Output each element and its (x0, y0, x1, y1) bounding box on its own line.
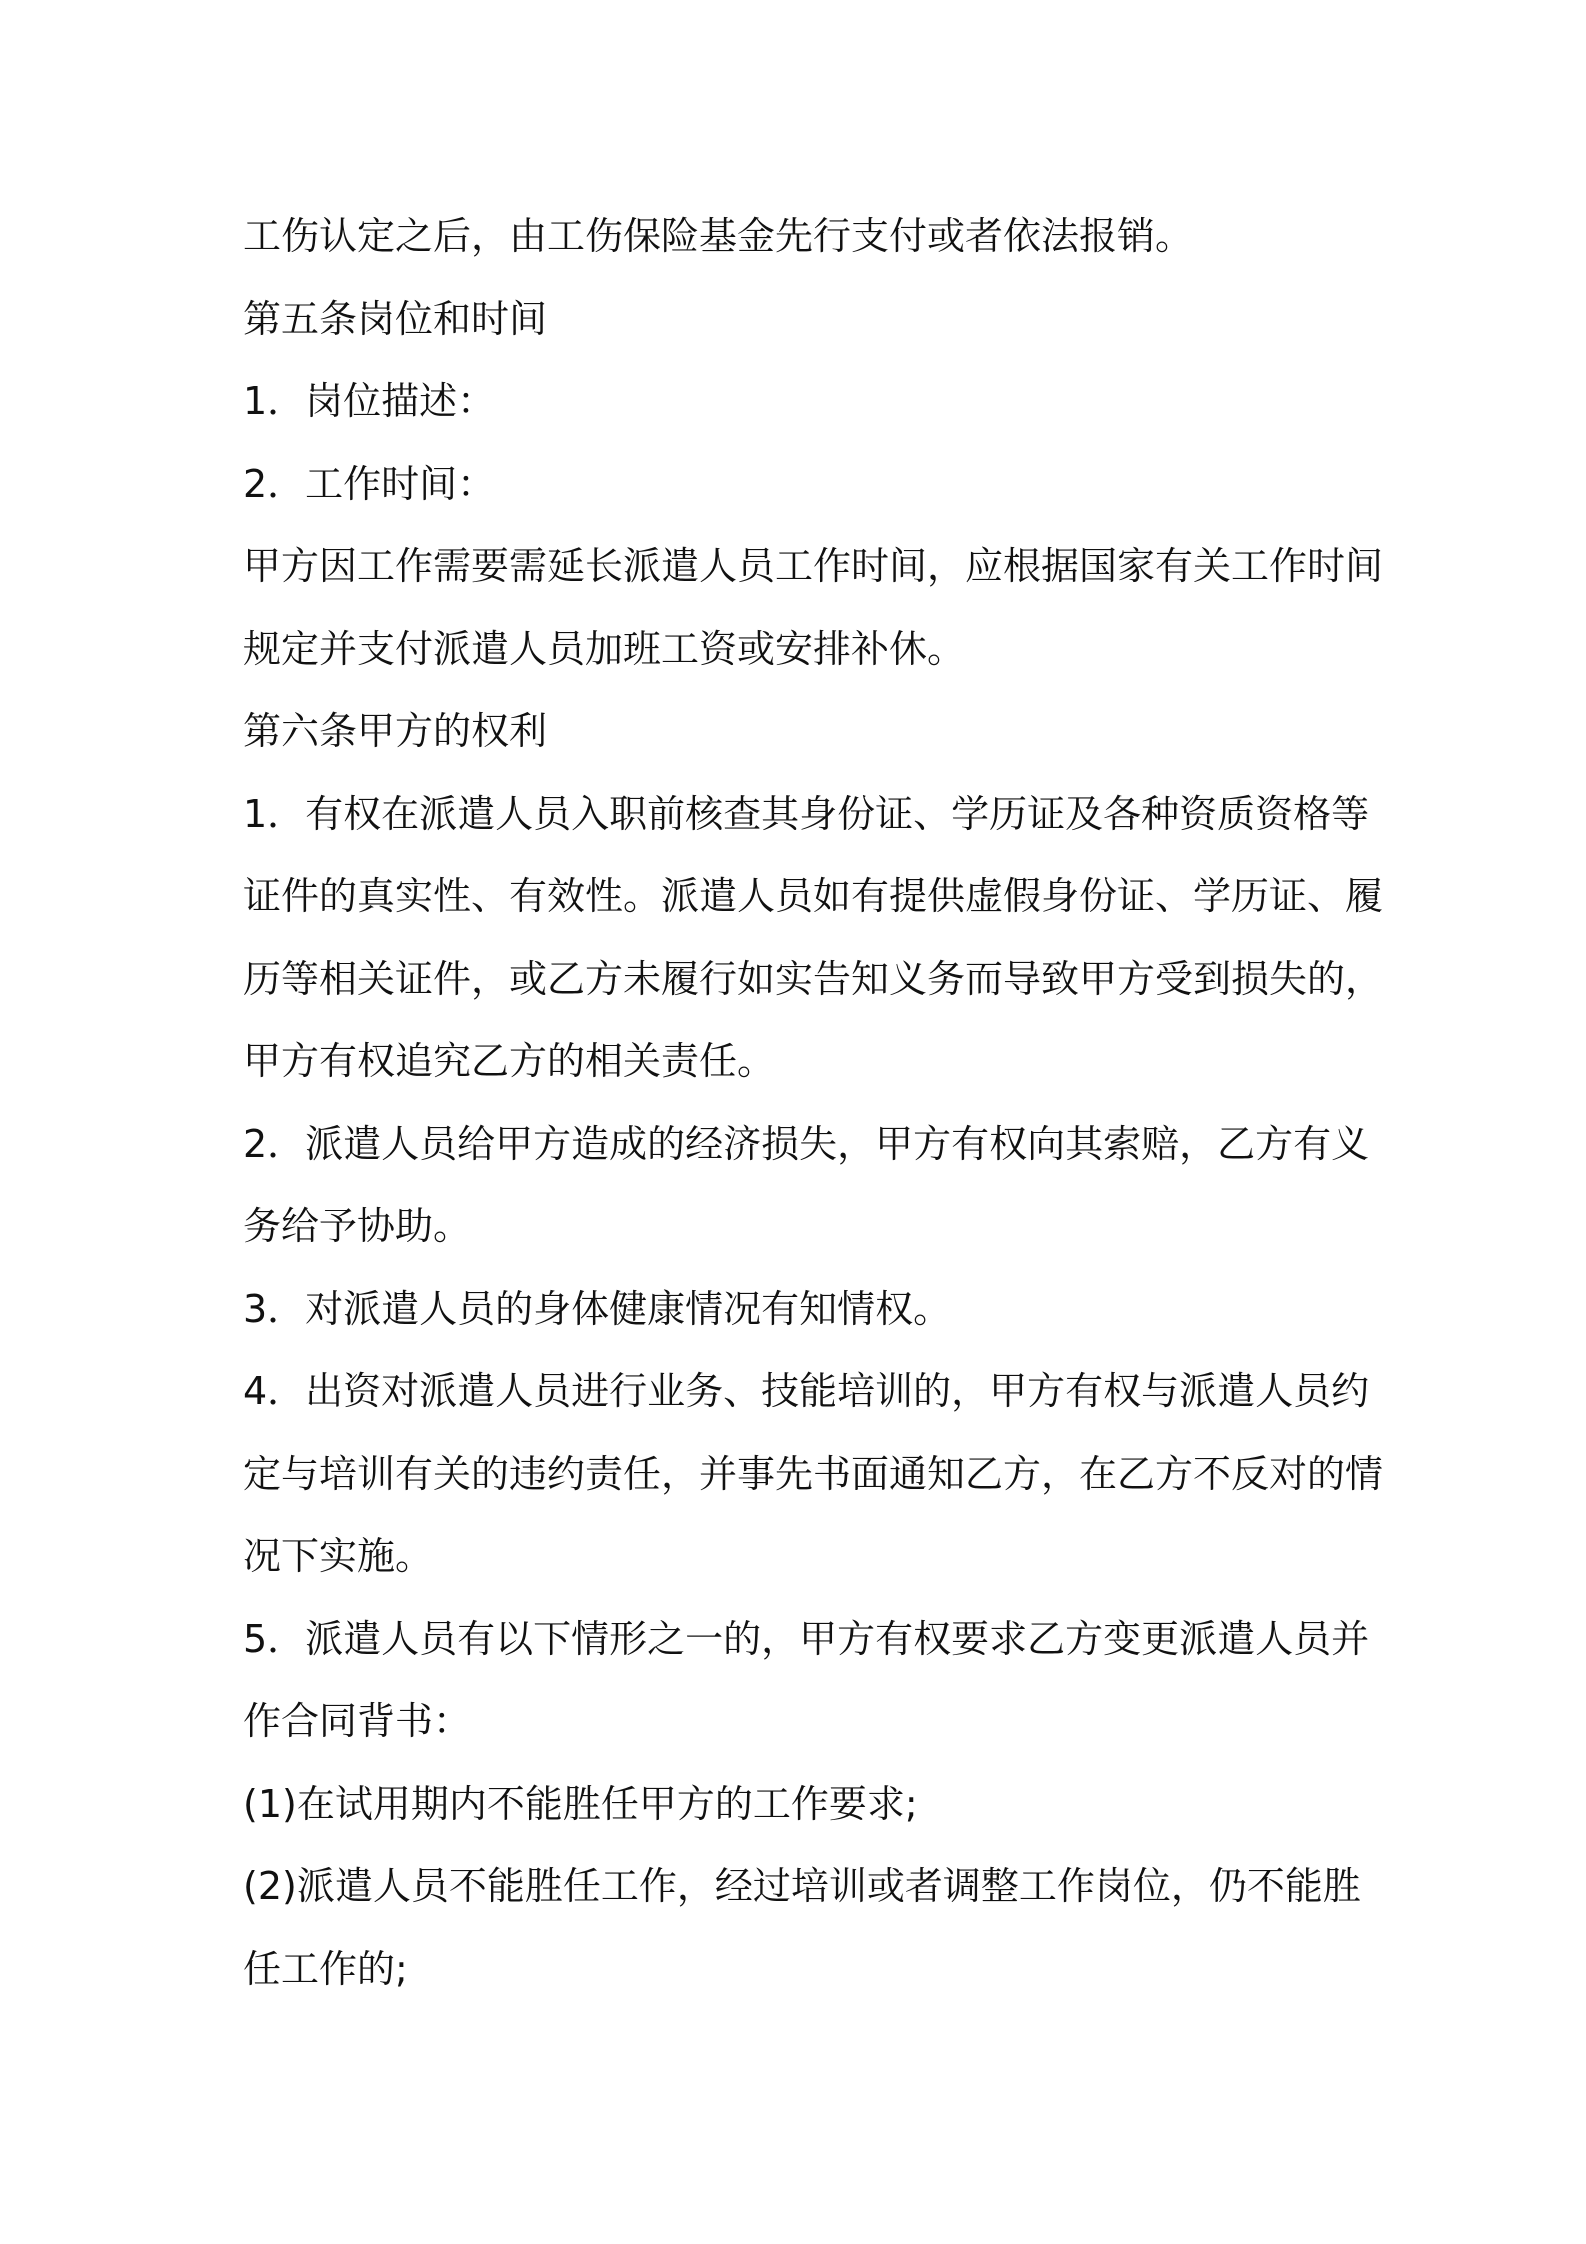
paragraph-line: 规定并支付派遣人员加班工资或安排补休。 (243, 626, 966, 671)
paragraph-line: 务给予协助。 (243, 1204, 472, 1248)
paragraph-line: 况下实施。 (243, 1534, 434, 1578)
document-body (243, 195, 1384, 2010)
article-heading: 第五条岗位和时间 (243, 296, 548, 341)
paragraph-line: 定与培训有关的违约责任，并事先书面通知乙方，在乙方不反对的情 (243, 1451, 1384, 1496)
article-heading: 第六条甲方的权利 (243, 709, 548, 753)
paragraph-line: 3．对派遣人员的身体健康情况有知情权。 (243, 1286, 952, 1331)
paragraph-line: 2．工作时间： (243, 461, 496, 506)
paragraph-line: 5．派遣人员有以下情形之一的，甲方有权要求乙方变更派遣人员并 (243, 1616, 1370, 1661)
paragraph-line: 1．岗位描述： (243, 379, 496, 423)
paragraph-line: 证件的真实性、有效性。派遣人员如有提供虚假身份证、学历证、履 (243, 874, 1384, 918)
paragraph-line: 4．出资对派遣人员进行业务、技能培训的，甲方有权与派遣人员约 (243, 1369, 1370, 1413)
paragraph-line: 甲方有权追究乙方的相关责任。 (243, 1039, 776, 1083)
paragraph-line: (2)派遣人员不能胜任工作，经过培训或者调整工作岗位，仍不能胜 (243, 1864, 1361, 1908)
paragraph-line: 历等相关证件，或乙方未履行如实告知义务而导致甲方受到损失的， (243, 956, 1384, 1001)
paragraph-line: 2．派遣人员给甲方造成的经济损失，甲方有权向其索赔，乙方有义 (243, 1121, 1370, 1166)
paragraph-line: 作合同背书： (243, 1699, 472, 1743)
paragraph-line: (1)在试用期内不能胜任甲方的工作要求; (243, 1781, 918, 1826)
paragraph-line: 任工作的; (243, 1946, 408, 1991)
paragraph-line: 工伤认定之后，由工伤保险基金先行支付或者依法报销。 (243, 214, 1194, 258)
paragraph-line: 甲方因工作需要需延长派遣人员工作时间，应根据国家有关工作时间 (243, 544, 1384, 588)
paragraph-line: 1．有权在派遣人员入职前核查其身份证、学历证及各种资质资格等 (243, 791, 1370, 836)
